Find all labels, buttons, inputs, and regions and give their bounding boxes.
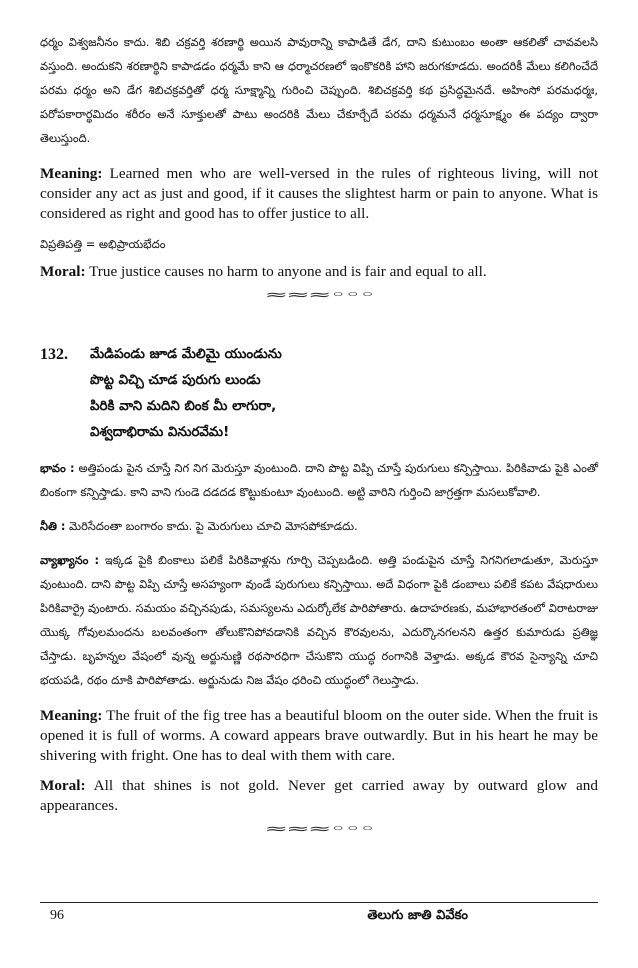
moral-label: Moral: (40, 777, 86, 794)
moral-text: True justice causes no harm to anyone and is fair and equal to all. (85, 263, 487, 280)
meaning-paragraph-1 (40, 164, 598, 224)
vyakhyanam-paragraph (40, 548, 598, 692)
verse-number: 132. (40, 346, 68, 363)
meaning-paragraph-2 (40, 706, 598, 766)
word-equation: విప్రతిపత్తి = అభిప్రాయభేదం (40, 237, 166, 251)
verse-block (40, 342, 598, 446)
verse-lines (90, 342, 598, 446)
ornament-divider: ≈≈≈◦◦◦ (264, 288, 374, 303)
verse-line: పొట్ట విచ్చి చూడ పురుగు లుండు (90, 373, 261, 388)
neethi-text: మెరిసేదంతా బంగారం కాదు. పై మెరుగులు చూచి మోసపోకూడదు. (65, 519, 358, 533)
ornament-divider: ≈≈≈◦◦◦ (264, 822, 374, 837)
footer-rule (40, 902, 598, 903)
neethi-label: నీతి : (40, 519, 66, 533)
page-number: 96 (50, 908, 64, 923)
vyakhyanam-label: వ్యాఖ్యానం : (40, 553, 100, 567)
vyakhyanam-text: ఇక్కడ పైకి బింకాలు పలికే పిరికివాళ్లను గూర్చి చెప్పబడింది. అత్తి పండుపైన చూస్తే నిగనిగలాడుతూ, మెరుస్తూ వుంటుంది. దాని పొట్ట విప్పి చూస్తే అసహ్యంగా వుండే పురుగులు కన్పిస్తాయి. అదే విధంగా పైకి డంబాలు పలికే కపట వేషధారులు పిరికివార్రై వుంటారు. సమయం వచ్చినపుడు, సమస్యలను ఎదుర్కోలేక పారిపోతారు. ఉదాహరణకు, మహాభారతంలో విరాటరాజు యొక్క గోవులమందను బలవంతంగా తోలుకొనిపోవడానికి వచ్చిన కౌరవులను, ఎదుర్కొనగలనని ఉత్తర కుమారుడు ప్రతిజ్ఞ చేస్తాడు. బృహన్నల వేషంలో వున్న అర్జునుణ్ణి రథసారధిగా చేసుకొని యుద్ధ రంగానికి వెళ్తాడు. అక్కడ కౌరవ సైన్యాన్ని చూచి భయపడి, రథం దూకి పారిపోతాడు. అర్జునుడు నిజ వేషం ధరించి యుద్ధంలో గెలుస్తాడు. (40, 553, 599, 687)
bhavam-label: భావం : (40, 461, 75, 475)
verse-line: మేడిపండు జూడ మేలిమై యుండును (90, 347, 282, 362)
meaning-text: The fruit of the fig tree has a beautiful bloom on the outer side. When the fruit is opened it is full of worms. A coward appears brave outwardly. But in his heart he may be shivering with fright. One has to deal with them with care. (40, 707, 598, 764)
neethi-paragraph (40, 514, 598, 538)
moral-label: Moral: (40, 263, 86, 280)
page-footer (40, 908, 598, 926)
verse-line: విశ్వదాభిరామ వినురవేమ! (90, 425, 230, 440)
meaning-label: Meaning: (40, 707, 103, 724)
moral-paragraph-2 (40, 776, 598, 816)
intro-paragraph: ధర్మం విశ్వజనీనం కాదు. శిబి చక్రవర్తి శరణార్థి అయిన పావురాన్ని కాపాడితే డేగ, దాని కుటుంబం అంతా ఆకలితో చావవలసి వస్తుంది. అందుకని శరణార్థిని కాపాడడం ధర్మమే కాని ఆ ధర్మాచరణలో ఇంకొకరికి హాని జరుగకూడదు. అందరికీ మేలు కలిగించేదే పరమ ధర్మం అని డేగ శిబిచక్రవర్తితో ధర్మ సూక్ష్మాన్ని గురించి చెప్పుంది. శిబిచక్రవర్తి కథ ప్రసిద్ధమైనదే. అహింసో పరమధర్మః, పరోపకారార్థమిదం శరీరం అనే సూక్తులతో పాటు అందరికి మేలు చేకూర్చేదే పరమ ధర్మమనే ధర్మసూక్ష్మం ఈ పద్యం ద్వారా తెలుస్తుంది. (40, 35, 598, 145)
moral-paragraph-1 (40, 262, 598, 282)
bhavam-paragraph (40, 456, 598, 504)
meaning-label: Meaning: (40, 165, 103, 182)
moral-text: All that shines is not gold. Never get carried away by outward glow and appearances. (40, 777, 598, 814)
book-title: తెలుగు జాతి వివేకం (367, 908, 468, 923)
bhavam-text: అత్తిపండు పైన చూస్తే నిగ నిగ మెరుస్తూ వుంటుంది. దాని పొట్ట విప్పి చూస్తే పురుగులు కన్పిస్తాయి. పిరికివాడు పైకి ఎంతో బింకంగా కన్పిస్తాడు. కాని వాని గుండె దడదడ కొట్టుకుంటూ వుంటుంది. అట్టి వారిని గుర్తించి జాగ్రత్తగా మసలుకోవాలి. (40, 461, 598, 499)
meaning-text: Learned men who are well-versed in the rules of righteous living, will not consider any act as just and good, if it causes the slightest harm or pain to anyone. What is considered as right and good has to offer justice to all. (40, 165, 598, 222)
verse-line: పిరికి వాని మదిని బింక మీ లాగురా, (90, 399, 277, 414)
